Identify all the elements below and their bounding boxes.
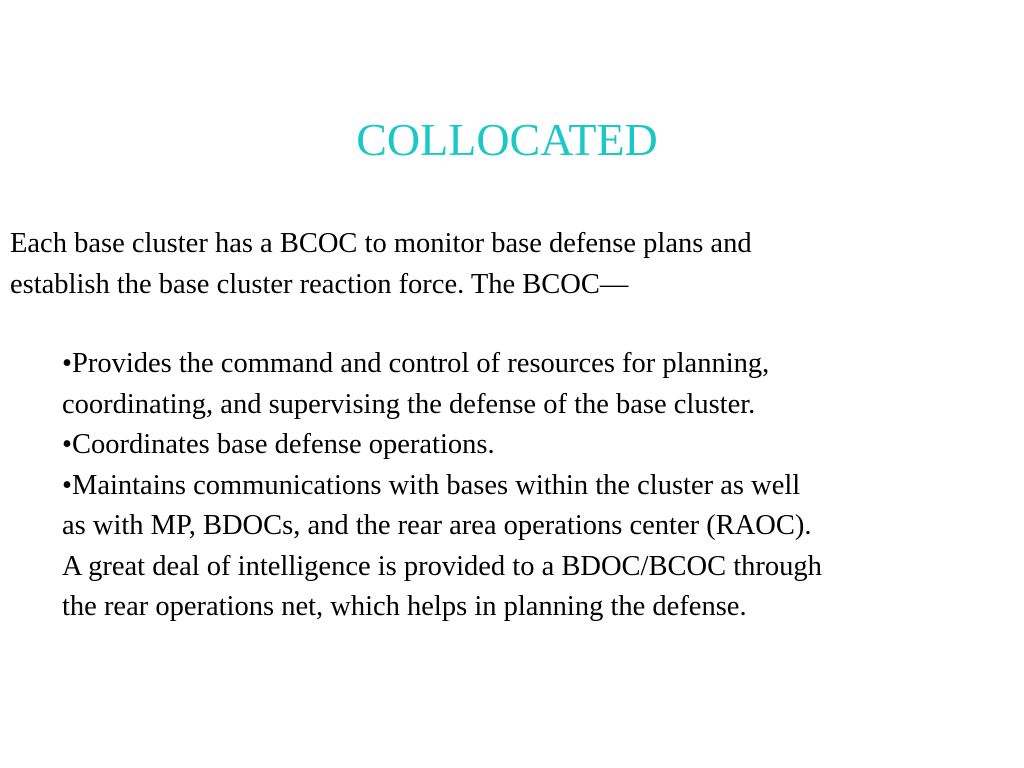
bullet-line: •Coordinates base defense operations. — [62, 429, 495, 460]
intro-line: establish the base cluster reaction force. The BCOC— — [10, 269, 629, 300]
intro-paragraph — [10, 223, 1010, 305]
intro-line: Each base cluster has a BCOC to monitor base defense plans and — [10, 228, 752, 259]
bullet-line: A great deal of intelligence is provided to a BDOC/BCOC through — [62, 550, 822, 582]
bullet-line: as with MP, BDOCs, and the rear area operations center (RAOC). — [62, 510, 812, 541]
slide-title: COLLOCATED — [356, 114, 658, 165]
bullet-list — [62, 344, 1017, 628]
bullet-line: •Maintains communications with bases within the cluster as well — [62, 469, 801, 501]
bullet-line: coordinating, and supervising the defense of the base cluster. — [62, 388, 756, 420]
bullet-line: •Provides the command and control of resources for planning, — [62, 348, 770, 379]
bullet-line: the rear operations net, which helps in planning the defense. — [62, 591, 747, 622]
